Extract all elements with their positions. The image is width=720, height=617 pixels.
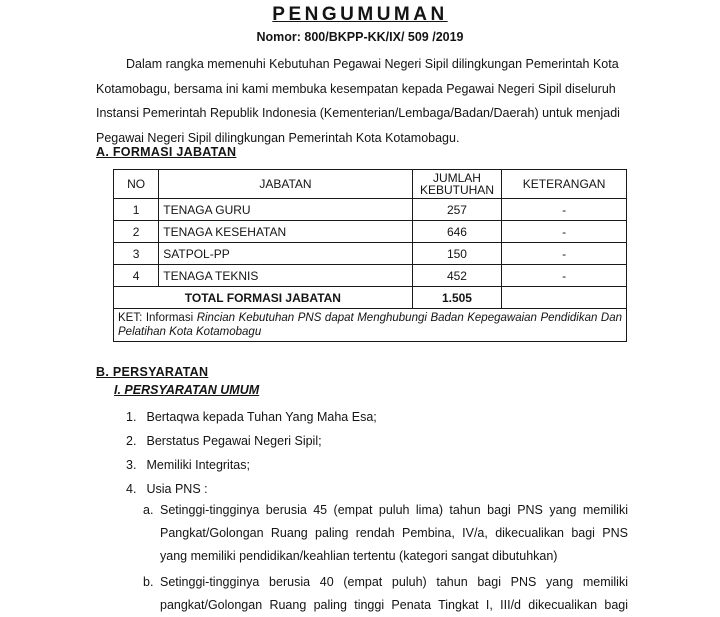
- sub-item-text: [160, 499, 628, 568]
- header-jumlah: [412, 170, 502, 199]
- section-b-heading: B. PERSYARATAN: [96, 365, 209, 379]
- sub-item: [143, 499, 628, 568]
- cell-jumlah: 646: [412, 221, 502, 243]
- table-row: [114, 265, 627, 287]
- intro-paragraph: [96, 52, 636, 150]
- table-note-row: [114, 309, 627, 342]
- cell-jabatan: SATPOL-PP: [159, 243, 412, 265]
- header-keterangan: KETERANGAN: [502, 170, 627, 199]
- header-jumlah-line2: KEBUTUHAN: [419, 183, 494, 197]
- cell-jumlah: 452: [412, 265, 502, 287]
- total-value: 1.505: [412, 287, 502, 309]
- note-prefix: KET:: [118, 312, 143, 324]
- cell-keterangan: -: [502, 265, 627, 287]
- sub-item: [143, 571, 628, 617]
- section-a-heading: A. FORMASI JABATAN: [96, 145, 237, 159]
- sub-item-letter: a.: [143, 503, 154, 517]
- intro-line: Instansi Pemerintah Republik Indonesia (Kementerian/Lembaga/Badan/Daerah) untuk menjadi: [96, 106, 620, 120]
- header-no: NO: [114, 170, 159, 199]
- list-item: [126, 453, 377, 477]
- cell-no: 4: [114, 265, 159, 287]
- cell-jumlah: 150: [412, 243, 502, 265]
- item-number: 2.: [126, 434, 137, 448]
- list-item: [126, 405, 377, 429]
- item-text: Bertaqwa kepada Tuhan Yang Maha Esa;: [146, 410, 377, 424]
- intro-line: Pegawai Negeri Sipil dilingkungan Pemerintah Kota Kotamobagu.: [96, 130, 460, 145]
- header-jabatan: JABATAN: [159, 170, 412, 199]
- persyaratan-umum-heading: I. PERSYARATAN UMUM: [114, 383, 260, 397]
- list-item: [126, 477, 377, 501]
- sub-item-line: yang memiliki pendidikan/keahlian tertentu (kategori sangat dibutuhkan): [160, 549, 558, 563]
- sub-item-line: Pangkat/Golongan Ruang paling rendah Pembina, IV/a, dikecualikan bagi PNS: [160, 526, 628, 540]
- cell-jabatan: TENAGA KESEHATAN: [159, 221, 412, 243]
- requirements-list: [126, 405, 377, 501]
- item-text: Usia PNS :: [146, 482, 208, 496]
- document-number: Nomor: 800/BKPP-KK/IX/ 509 /2019: [256, 30, 464, 44]
- table-total-row: [114, 287, 627, 309]
- sub-item-line: pangkat/Golongan Ruang paling tinggi Penata Tingkat I, III/d dikecualikan bagi: [160, 598, 628, 612]
- note-italic: Rincian Kebutuhan PNS dapat Menghubungi Badan Kepegawaian Pendidikan Dan Pelatihan Kota Kotamobagu: [118, 312, 623, 338]
- list-item: [126, 429, 377, 453]
- total-label: TOTAL FORMASI JABATAN: [114, 287, 413, 309]
- formasi-table: [113, 169, 627, 342]
- sub-item-line: Setinggi-tingginya berusia 45 (empat puluh lima) tahun bagi PNS yang memiliki: [160, 503, 628, 517]
- table-row: [114, 199, 627, 221]
- item-number: 1.: [126, 410, 137, 424]
- sub-item-text: [160, 571, 628, 617]
- sub-item-letter: b.: [143, 575, 154, 589]
- item-number: 3.: [126, 458, 137, 472]
- cell-no: 1: [114, 199, 159, 221]
- table-header-row: [114, 170, 627, 199]
- cell-no: 2: [114, 221, 159, 243]
- intro-line: Dalam rangka memenuhi Kebutuhan Pegawai Negeri Sipil dilingkungan Pemerintah Kota: [126, 57, 619, 71]
- cell-jumlah: 257: [412, 199, 502, 221]
- usia-sub-list: [143, 499, 628, 617]
- item-text: Memiliki Integritas;: [146, 458, 250, 472]
- sub-item-line: Setinggi-tingginya berusia 40 (empat puluh) tahun bagi PNS yang memiliki: [160, 575, 628, 589]
- total-keterangan-empty: [502, 287, 627, 309]
- table-row: [114, 243, 627, 265]
- item-number: 4.: [126, 482, 137, 496]
- document-title: PENGUMUMAN: [272, 4, 448, 25]
- cell-keterangan: -: [502, 199, 627, 221]
- item-text: Berstatus Pegawai Negeri Sipil;: [146, 434, 322, 448]
- table-note: [114, 309, 627, 342]
- table-row: [114, 221, 627, 243]
- cell-jabatan: TENAGA TEKNIS: [159, 265, 412, 287]
- header-jumlah-line1: JUMLAH: [432, 171, 481, 185]
- cell-keterangan: -: [502, 243, 627, 265]
- cell-keterangan: -: [502, 221, 627, 243]
- cell-no: 3: [114, 243, 159, 265]
- cell-jabatan: TENAGA GURU: [159, 199, 412, 221]
- note-plain: Informasi: [145, 312, 194, 324]
- intro-line: Kotamobagu, bersama ini kami membuka kesempatan kepada Pegawai Negeri Sipil diseluruh: [96, 81, 616, 96]
